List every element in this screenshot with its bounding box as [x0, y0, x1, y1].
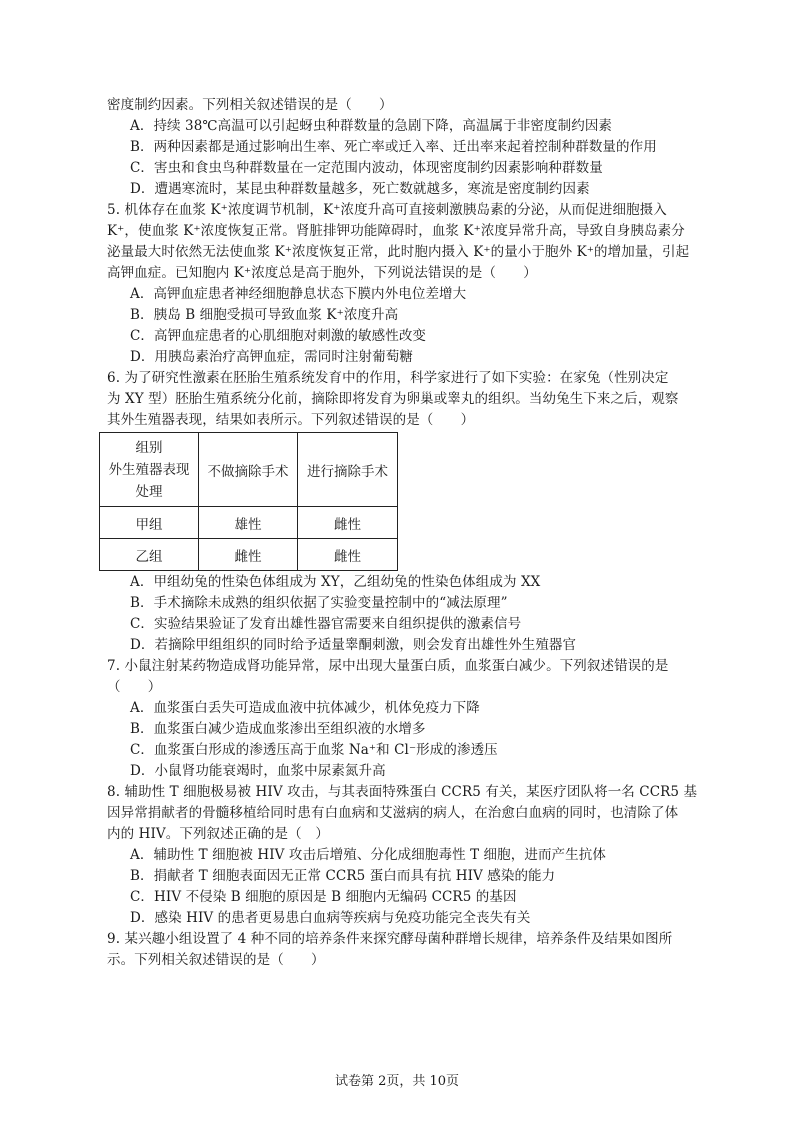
header-surgery: 进行摘除手术	[298, 433, 398, 507]
q6-stem-line3: 其外生殖器表现，结果如表所示。下列叙述错误的是（ ）	[107, 412, 475, 428]
q8-stem-line2: 因异常捐献者的骨髓移植给同时患有白血病和艾滋病的病人，在治愈白血病的同时，也清除了体	[107, 805, 679, 821]
table-header-row	[100, 433, 398, 507]
q4-option-a: A．持续 38℃高温可以引起蚜虫种群数量的急剧下降，高温属于非密度制约因素	[130, 118, 613, 134]
q5-stem-line2: K⁺，使血浆 K⁺浓度恢复正常。肾脏排钾功能障碍时，血浆 K⁺浓度异常升高，导致自身胰岛素分	[107, 223, 685, 239]
q8-stem-line1: 8. 辅助性 T 细胞极易被 HIV 攻击，与其表面特殊蛋白 CCR5 有关，某医疗团队将一名 CCR5 基	[107, 784, 698, 800]
cell-yi-no-surgery: 雌性	[199, 539, 298, 571]
q4-option-b: B．两种因素都是通过影响出生率、死亡率或迁入率、迁出率来起着控制种群数量的作用	[130, 139, 657, 155]
q7-option-d: D．小鼠肾功能衰竭时，血浆中尿素氮升高	[130, 763, 386, 779]
q5-option-c: C．高钾血症患者的心肌细胞对刺激的敏感性改变	[130, 328, 427, 344]
q6-stem-line2: 为 XY 型）胚胎生殖系统分化前，摘除即将发育为卵巢或睾丸的组织。当幼兔生下来之后，观察	[107, 391, 679, 407]
q7-stem-line1: 7. 小鼠注射某药物造成肾功能异常，尿中出现大量蛋白质，血浆蛋白减少。下列叙述错误的是	[107, 658, 669, 674]
cell-jia-no-surgery: 雄性	[199, 507, 298, 539]
q8-option-d: D．感染 HIV 的患者更易患白血病等疾病与免疫功能完全丧失有关	[130, 910, 531, 926]
header-label-treatment: 处理	[135, 483, 163, 500]
q6-option-a: A．甲组幼兔的性染色体组成为 XY，乙组幼兔的性染色体组成为 XX	[130, 574, 541, 590]
q6-option-c: C．实验结果验证了发育出雄性器官需要来自组织提供的激素信号	[130, 616, 522, 632]
table-diagonal-header	[100, 433, 199, 507]
q9-stem-line1: 9. 某兴趣小组设置了 4 种不同的培养条件来探究酵母菌种群增长规律，培养条件及结果如图所	[107, 931, 673, 947]
cell-yi-surgery: 雌性	[298, 539, 398, 571]
table-row	[100, 507, 398, 539]
q7-option-b: B．血浆蛋白减少造成血浆渗出至组织液的水增多	[130, 721, 426, 737]
header-label-external-genitalia: 外生殖器表现	[108, 461, 190, 478]
q8-option-c: C．HIV 不侵染 B 细胞的原因是 B 细胞内无编码 CCR5 的基因	[130, 889, 517, 905]
table-row	[100, 539, 398, 571]
q5-stem-line3: 泌量最大时依然无法使血浆 K⁺浓度恢复正常，此时胞内摄入 K⁺的量小于胞外 K⁺的增加量，引起	[107, 244, 690, 260]
q8-option-b: B．捐献者 T 细胞表面因无正常 CCR5 蛋白而具有抗 HIV 感染的能力	[130, 868, 556, 884]
q7-option-a: A．血浆蛋白丢失可造成血液中抗体减少，机体免疫力下降	[130, 700, 480, 716]
q8-stem-line3: 内的 HIV。下列叙述正确的是（ ）	[107, 826, 329, 842]
q7-stem-line2: （ ）	[107, 679, 162, 695]
q5-option-b: B．胰岛 B 细胞受损可导致血浆 K⁺浓度升高	[130, 307, 399, 323]
q6-stem-line1: 6. 为了研究性激素在胚胎生殖系统发育中的作用，科学家进行了如下实验：在家兔（性别决定	[107, 370, 669, 386]
q5-stem-line1: 5. 机体存在血浆 K⁺浓度调节机制，K⁺浓度升高可直接刺激胰岛素的分泌，从而促进细胞摄入	[107, 202, 667, 218]
header-label-group: 组别	[135, 439, 163, 456]
question-4-stem-end: 密度制约因素。下列相关叙述错误的是（ ）	[107, 97, 393, 113]
q9-stem-line2: 示。下列相关叙述错误的是（ ）	[107, 952, 325, 968]
q4-option-c: C．害虫和食虫鸟种群数量在一定范围内波动，体现密度制约因素影响种群数量	[130, 160, 603, 176]
q6-results-table	[99, 432, 398, 571]
q5-option-a: A．高钾血症患者神经细胞静息状态下膜内外电位差增大	[130, 286, 467, 302]
q6-option-b: B．手术摘除未成熟的组织依据了实验变量控制中的“减法原理”	[130, 595, 508, 611]
q4-option-d: D．遭遇寒流时，某昆虫种群数量越多，死亡数就越多，寒流是密度制约因素	[130, 181, 590, 197]
page-footer: 试卷第 2页，共 10页	[334, 1074, 460, 1089]
q6-option-d: D．若摘除甲组组织的同时给予适量睾酮刺激，则会发育出雄性外生殖器官	[130, 637, 577, 653]
q5-stem-line4: 高钾血症。已知胞内 K⁺浓度总是高于胞外，下列说法错误的是（ ）	[107, 265, 537, 281]
cell-jia-surgery: 雌性	[298, 507, 398, 539]
q7-option-c: C．血浆蛋白形成的渗透压高于血浆 Na⁺和 Cl⁻形成的渗透压	[130, 742, 498, 758]
q8-option-a: A．辅助性 T 细胞被 HIV 攻击后增殖、分化成细胞毒性 T 细胞，进而产生抗体	[130, 847, 606, 863]
q5-option-d: D．用胰岛素治疗高钾血症，需同时注射葡萄糖	[130, 349, 413, 365]
row-group-yi: 乙组	[100, 539, 199, 571]
row-group-jia: 甲组	[100, 507, 199, 539]
header-no-surgery: 不做摘除手术	[199, 433, 298, 507]
